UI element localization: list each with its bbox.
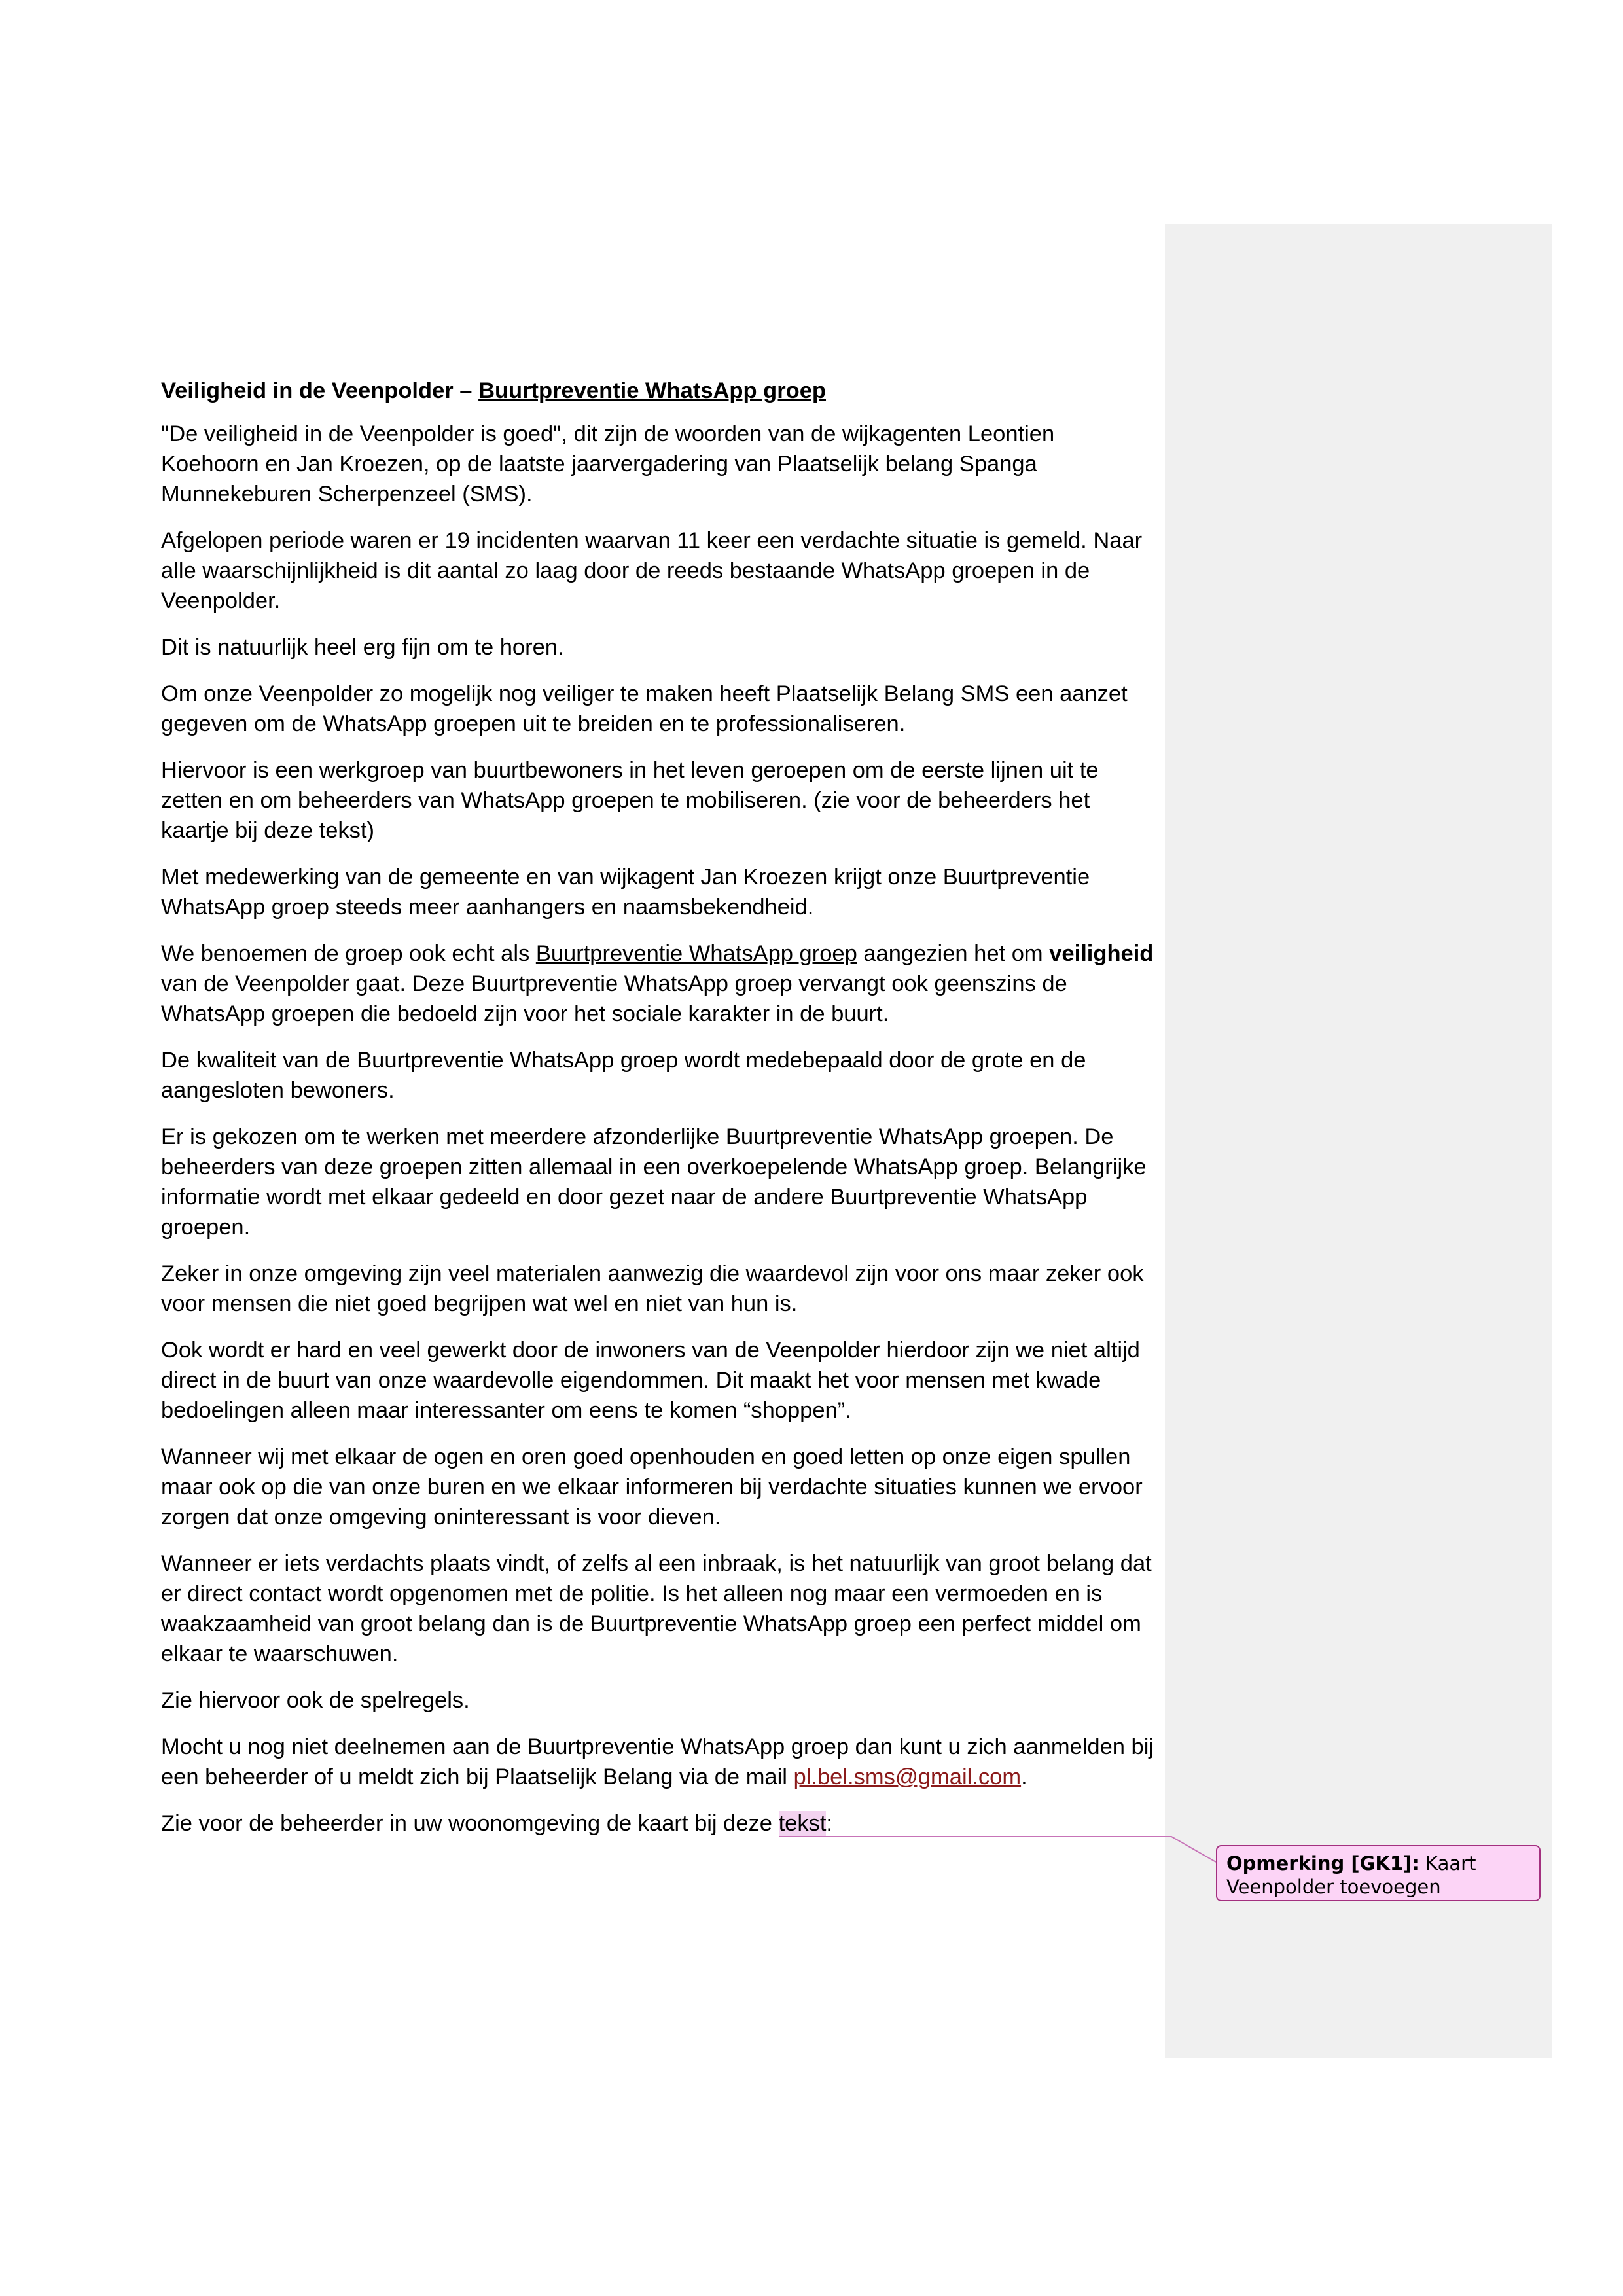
p7-text-c: van de Veenpolder gaat. Deze Buurtpreventie WhatsApp groep vervangt ook geenszins de WhatsApp groepen die bedoeld zijn voor het sociale karakter in de buurt. bbox=[161, 971, 1067, 1026]
paragraph-13: Wanneer er iets verdachts plaats vindt, of zelfs al een inbraak, is het natuurlijk van groot belang dat er direct contact wordt opgenomen met de politie. Is het alleen nog maar een vermoeden en is waakzaamheid van groot belang dan is de Buurtpreventie WhatsApp groep een perfect middel om elkaar te waarschuwen. bbox=[161, 1551, 1152, 1666]
paragraph-3: Dit is natuurlijk heel erg fijn om te horen. bbox=[161, 635, 564, 660]
p15-text: Mocht u nog niet deelnemen aan de Buurtpreventie WhatsApp groep dan kunt u zich aanmelden bij een beheerder of u meldt zich bij Plaatselijk Belang via de mail bbox=[161, 1734, 1154, 1789]
p16-end: : bbox=[826, 1811, 833, 1836]
document-title bbox=[161, 376, 1156, 406]
document-body bbox=[161, 376, 1156, 1855]
comment-anchor[interactable]: tekst bbox=[778, 1811, 827, 1836]
paragraph-8: De kwaliteit van de Buurtpreventie WhatsApp groep wordt medebepaald door de grote en de aangesloten bewoners. bbox=[161, 1048, 1086, 1103]
paragraph-2: Afgelopen periode waren er 19 incidenten waarvan 11 keer een verdachte situatie is gemeld. Naar alle waarschijnlijkheid is dit aantal zo laag door de reeds bestaande WhatsApp groepen in de Veenpolder. bbox=[161, 528, 1143, 613]
comment-text: Kaart Veenpolder toevoegen bbox=[1226, 1852, 1476, 1898]
title-link[interactable]: Buurtpreventie WhatsApp groep bbox=[478, 378, 827, 403]
paragraph-5: Hiervoor is een werkgroep van buurtbewoners in het leven geroepen om de eerste lijnen uit te zetten en om beheerders van WhatsApp groepen te mobiliseren. (zie voor de beheerders het kaartje bij deze tekst) bbox=[161, 758, 1099, 843]
paragraph-10: Zeker in onze omgeving zijn veel materialen aanwezig die waardevol zijn voor ons maar zeker ook voor mensen die niet goed begrijpen wat wel en niet van hun is. bbox=[161, 1261, 1144, 1316]
p7-link[interactable]: Buurtpreventie WhatsApp groep bbox=[535, 941, 857, 966]
paragraph-15 bbox=[161, 1732, 1156, 1792]
comment-margin-pane bbox=[1165, 224, 1552, 2058]
paragraph-12: Wanneer wij met elkaar de ogen en oren goed openhouden en goed letten op onze eigen spullen maar ook op die van onze buren en we elkaar informeren bij verdachte situaties kunnen we ervoor zorgen dat onze omgeving oninteressant is voor dieven. bbox=[161, 1444, 1143, 1530]
comment-label: Opmerking [GK1]: bbox=[1226, 1852, 1419, 1874]
p16-text: Zie voor de beheerder in uw woonomgeving de kaart bij deze bbox=[161, 1811, 779, 1836]
comment-balloon[interactable] bbox=[1216, 1845, 1541, 1901]
paragraph-14: Zie hiervoor ook de spelregels. bbox=[161, 1688, 470, 1713]
email-link[interactable]: pl.bel.sms@gmail.com bbox=[793, 1765, 1022, 1789]
paragraph-6: Met medewerking van de gemeente en van wijkagent Jan Kroezen krijgt onze Buurtpreventie WhatsApp groep steeds meer aanhangers en naamsbekendheid. bbox=[161, 865, 1090, 920]
paragraph-7 bbox=[161, 939, 1156, 1029]
paragraph-1: "De veiligheid in de Veenpolder is goed", dit zijn de woorden van de wijkagenten Leontien Koehoorn en Jan Kroezen, op de laatste jaarvergadering van Plaatselijk belang Spanga Munnekeburen Scherpenzeel (SMS). bbox=[161, 422, 1055, 507]
paragraph-16 bbox=[161, 1808, 1156, 1839]
p7-text-a: We benoemen de groep ook echt als bbox=[161, 941, 536, 966]
p7-text-b: aangezien het om bbox=[857, 941, 1050, 966]
title-prefix: Veiligheid in de Veenpolder – bbox=[161, 378, 479, 403]
paragraph-9: Er is gekozen om te werken met meerdere afzonderlijke Buurtpreventie WhatsApp groepen. De beheerders van deze groepen zitten allemaal in een overkoepelende WhatsApp groep. Belangrijke informatie wordt met elkaar gedeeld en door gezet naar de andere Buurtpreventie WhatsApp groepen. bbox=[161, 1124, 1147, 1240]
p15-end: . bbox=[1021, 1765, 1027, 1789]
paragraph-4: Om onze Veenpolder zo mogelijk nog veiliger te maken heeft Plaatselijk Belang SMS een aanzet gegeven om de WhatsApp groepen uit te breiden en te professionaliseren. bbox=[161, 681, 1128, 736]
p7-bold: veiligheid bbox=[1049, 941, 1154, 966]
paragraph-11: Ook wordt er hard en veel gewerkt door de inwoners van de Veenpolder hierdoor zijn we niet altijd direct in de buurt van onze waardevolle eigendommen. Dit maakt het voor mensen met kwade bedoelingen alleen maar interessanter om eens te komen “shoppen”. bbox=[161, 1338, 1140, 1423]
